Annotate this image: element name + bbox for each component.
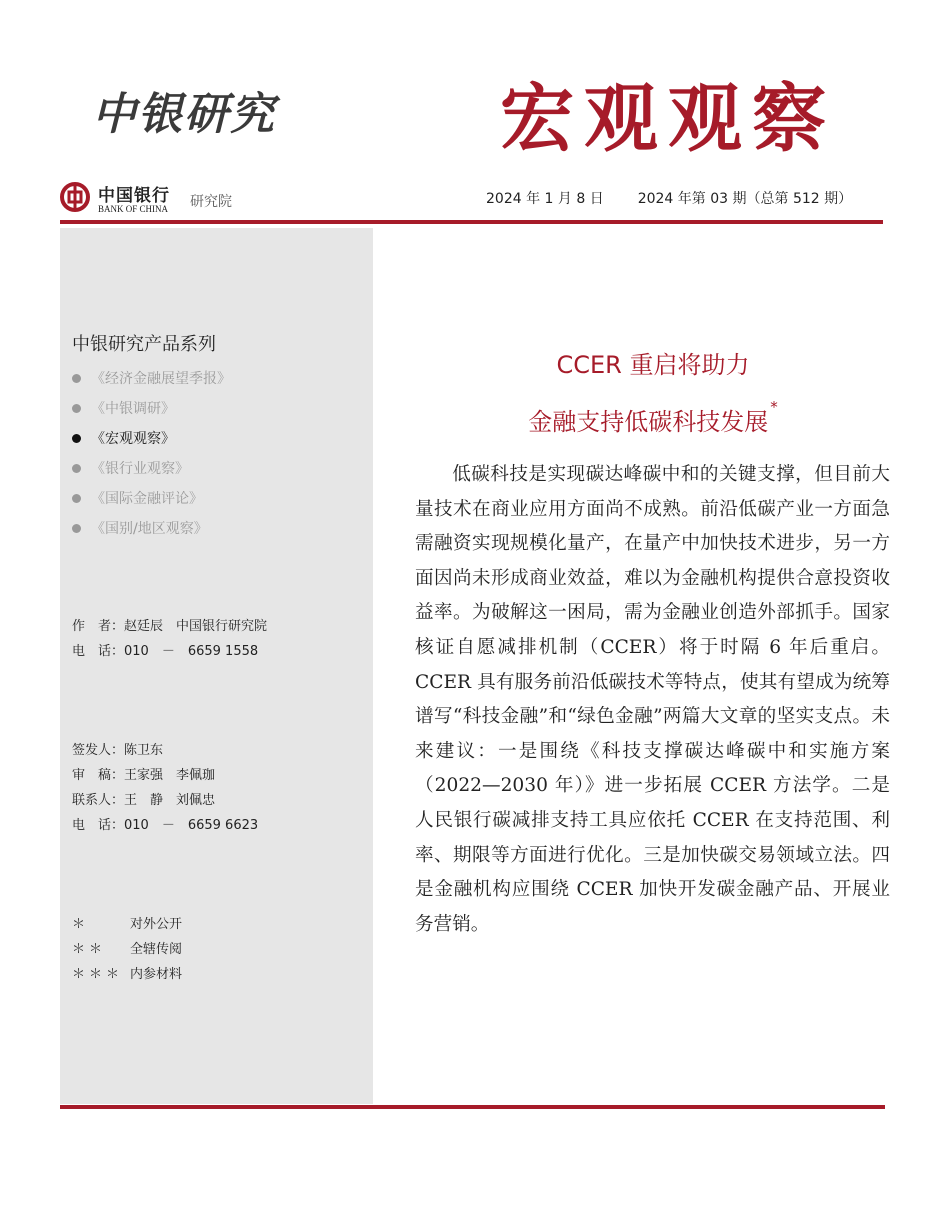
issue-number: 2024 年第 03 期（总第 512 期）: [637, 191, 853, 207]
publication-title: 宏观观察: [500, 76, 836, 162]
product-series-heading: 中银研究产品系列: [72, 334, 216, 355]
legend-stars: ＊: [72, 917, 90, 932]
legend-stars: ＊＊＊: [72, 967, 124, 982]
issue-date: 2024 年 1 月 8 日: [486, 191, 604, 207]
bank-name-cn: 中国银行: [98, 186, 170, 206]
article-title-line1: CCER 重启将助力: [556, 351, 750, 379]
signer-label: 签发人：: [72, 743, 125, 758]
reviewer-value: 王家强 李佩珈: [124, 768, 216, 783]
legend-text: 全辖传阅: [130, 942, 183, 957]
contact-value: 王 静 刘佩忠: [124, 793, 216, 808]
article-body: 低碳科技是实现碳达峰碳中和的关键支撑，但目前大量技术在商业应用方面尚不成熟。前沿低碳产业一方面急需融资实现规模化量产，在量产中加快技术进步，另一方面因尚未形成商业效益，难以为金融机构提供合意投资收益率。为破解这一困局，需为金融业创造外部抓手。国家核证自愿减排机制（CCER）将于时隔 6 年后重启。CCER 具有服务前沿低碳技术等特点，使其有望成为统筹谱写“科技金融”和“绿色金融”两篇大文章的坚实支点。未来建议：一是围绕《科技支撑碳达峰碳中和实施方案（2022—2030 年）》进一步拓展 CCER 方法学。二是人民银行碳减排支持工具应依托 CCER 在支持范围、利率、期限等方面进行优化。三是加快碳交易领域立法。四是金融机构应围绕 CCER 加快开发碳金融产品、开展业务营销。: [415, 464, 890, 935]
product-item[interactable]: 《国别/地区观察》: [72, 514, 231, 544]
reviewer-label: 审 稿：: [72, 768, 125, 783]
title-footnote-mark: *: [770, 398, 778, 416]
article-title-line2: 金融支持低碳科技发展*: [528, 398, 778, 436]
product-item[interactable]: 《中银调研》: [72, 394, 231, 424]
bank-name-en: BANK OF CHINA: [98, 204, 169, 214]
signer-value: 陈卫东: [124, 743, 164, 758]
author-info: [72, 614, 267, 664]
legend-stars: ＊＊: [72, 942, 107, 957]
bullet-icon: [72, 404, 81, 413]
research-calligraphy-logo: 中银研究: [92, 89, 276, 140]
sidebar: [60, 228, 373, 1104]
product-item-active[interactable]: 《宏观观察》: [72, 424, 231, 454]
legend-text: 对外公开: [130, 917, 183, 932]
bank-of-china-logo-icon: [60, 182, 90, 212]
approval-info: [72, 738, 258, 838]
contact-phone-value: 010 － 6659 6623: [124, 818, 259, 833]
product-series-list: [72, 364, 231, 544]
author-phone-label: 电 话：: [72, 644, 125, 659]
contact-label: 联系人：: [72, 793, 125, 808]
institute-label: 研究院: [190, 194, 232, 210]
product-item[interactable]: 《银行业观察》: [72, 454, 231, 484]
header-divider: [60, 220, 883, 224]
issue-info: [486, 188, 852, 208]
bullet-icon: [72, 374, 81, 383]
bullet-icon: [72, 464, 81, 473]
bullet-icon: [72, 494, 81, 503]
contact-phone-label: 电 话：: [72, 818, 125, 833]
classification-legend: [72, 912, 182, 987]
bullet-icon: [72, 524, 81, 533]
author-label: 作 者：: [72, 619, 125, 634]
author-value: 赵廷辰 中国银行研究院: [124, 619, 268, 634]
product-item[interactable]: 《国际金融评论》: [72, 484, 231, 514]
author-phone-value: 010 － 6659 1558: [124, 644, 259, 659]
bullet-icon: [72, 434, 81, 443]
product-item[interactable]: 《经济金融展望季报》: [72, 364, 231, 394]
footer-divider: [60, 1105, 885, 1109]
legend-text: 内参材料: [130, 967, 183, 982]
